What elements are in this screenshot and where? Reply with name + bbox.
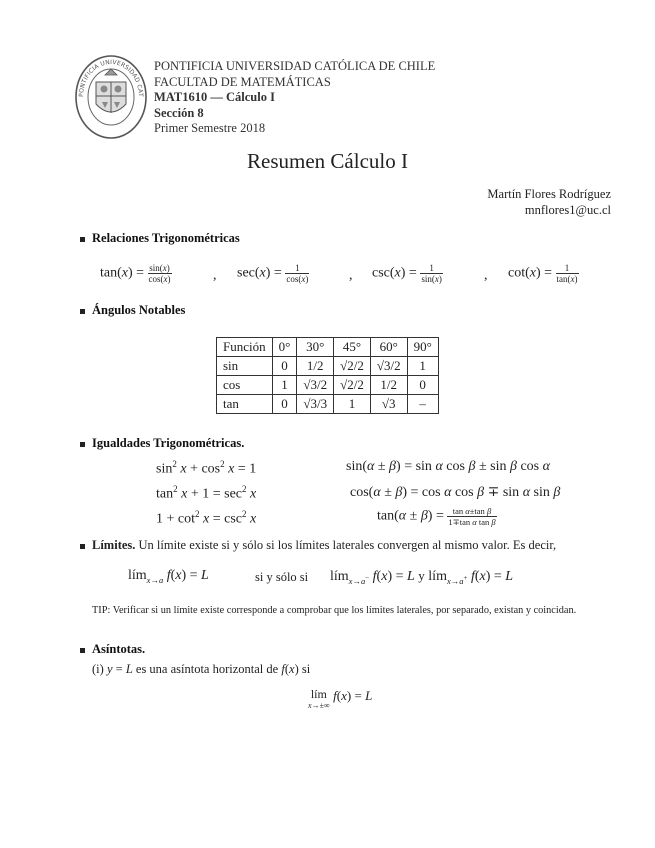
formula-csc: csc(x) = $\frac{1}{\sin(x)}$ (372, 263, 442, 284)
table-cell: 1 (334, 395, 371, 414)
section-trig-identities: Igualdades Trigonométricas. (92, 436, 245, 450)
formula-tan: tan(x) = $\frac{\sin(x)}{\cos(x)}$ (100, 263, 171, 284)
faculty-name: FACULTAD DE MATEMÁTICAS (154, 74, 331, 89)
identity-pythagorean-1: $\sin^2 x + \cos^2 x = 1$ (156, 459, 257, 477)
limits-paragraph (92, 538, 556, 553)
section-trig-relations: Relaciones Trigonométricas (92, 231, 240, 245)
bullet-icon (80, 442, 85, 447)
table-cell: √2/2 (334, 357, 371, 376)
limit-and: y (418, 568, 425, 583)
asymptote-limit: lím x→±∞ f(x) = L (308, 687, 373, 710)
bullet-icon (80, 309, 85, 314)
table-row (217, 357, 439, 376)
section-name: Sección 8 (154, 105, 204, 120)
formula-cot: cot(x) = $\frac{1}{\tan(x)}$ (508, 263, 578, 284)
notable-angles-table (216, 337, 439, 414)
identity-tan-sum: tan(α ± β) = $\frac{\text{tan α±tan β}}{\text{1∓tan α tan β}}$ (377, 506, 496, 527)
asymptote-item-i: (i) y = L es una asíntota horizontal de f(x) si (92, 662, 311, 676)
tip-note: TIP: Verificar si un límite existe corresponde a comprobar que los límites laterales, por separado, existan y coincidan. (92, 605, 577, 616)
table-cell: 1 (272, 376, 297, 395)
table-cell: 0 (272, 395, 297, 414)
separator-comma: , (213, 268, 217, 283)
svg-text:PONTIFICIA UNIVERSIDAD CATOLIC: PONTIFICIA UNIVERSIDAD CAT (77, 58, 145, 98)
author-email: mnflores1@uc.cl (524, 203, 611, 217)
university-seal (74, 52, 148, 142)
identity-cos-sum: cos(α ± β) = cos α cos β ∓ sin α sin β (350, 485, 561, 500)
asymptote-text: es una asíntota horizontal de (135, 662, 279, 676)
item-label: (i) (92, 662, 104, 676)
table-cell: √3 (370, 395, 407, 414)
table-row (217, 376, 439, 395)
bullet-icon (80, 544, 85, 549)
limit-lateral: lím$_{x\to a^-}$ f(x) = L y lím$_{x\to a^+}$ f(x) = L (330, 568, 514, 586)
table-cell: 1/2 (297, 357, 334, 376)
table-cell: 0 (407, 376, 438, 395)
university-name: PONTIFICIA UNIVERSIDAD CATÓLICA DE CHILE (154, 59, 436, 73)
table-header-cell: 30° (297, 338, 334, 357)
institution-header (154, 59, 435, 137)
author-name: Martín Flores Rodríguez (487, 187, 611, 201)
course-name: MAT1610 — Cálculo I (154, 90, 275, 104)
table-header-cell: 90° (407, 338, 438, 357)
table-cell: √3/2 (297, 376, 334, 395)
limit-iff: si y sólo si (255, 570, 309, 584)
table-row (217, 395, 439, 414)
table-cell: – (407, 395, 438, 414)
semester: Primer Semestre 2018 (154, 121, 266, 135)
identity-sin-sum: sin(α ± β) = sin α cos β ± sin β cos α (346, 459, 550, 474)
table-header-cell: 0° (272, 338, 297, 357)
identity-pythagorean-3: $1 + \cot^2 x = \csc^2 x$ (156, 509, 257, 527)
table-cell: √3/3 (297, 395, 334, 414)
table-cell: tan (217, 395, 273, 414)
table-cell: √2/2 (334, 376, 371, 395)
table-cell: 1 (407, 357, 438, 376)
separator-comma: , (349, 268, 353, 283)
table-cell: √3/2 (370, 357, 407, 376)
section-limits: Límites. (92, 538, 136, 552)
table-cell: sin (217, 357, 273, 376)
section-notable-angles: Ángulos Notables (92, 303, 186, 317)
separator-comma: , (484, 268, 488, 283)
page-title: Resumen Cálculo I (247, 149, 408, 173)
formula-sec: sec(x) = $\frac{1}{\cos(x)}$ (237, 263, 309, 284)
table-header-cell: 60° (370, 338, 407, 357)
identity-pythagorean-2: $\tan^2 x + 1 = \sec^2 x$ (156, 484, 257, 502)
limit-definition: lím$_{x\to a}$ f(x) = L (128, 568, 209, 585)
table-cell: cos (217, 376, 273, 395)
bullet-icon (80, 237, 85, 242)
limits-text: Un límite existe si y sólo si los límites laterales convergen al mismo valor. Es decir, (138, 538, 557, 552)
table-header-row (217, 338, 439, 357)
table-header-cell: 45° (334, 338, 371, 357)
table-cell: 1/2 (370, 376, 407, 395)
bullet-icon (80, 648, 85, 653)
author-block (487, 186, 611, 218)
table-header-cell: Función (217, 338, 273, 357)
table-cell: 0 (272, 357, 297, 376)
section-asymptotes: Asíntotas. (92, 642, 146, 656)
